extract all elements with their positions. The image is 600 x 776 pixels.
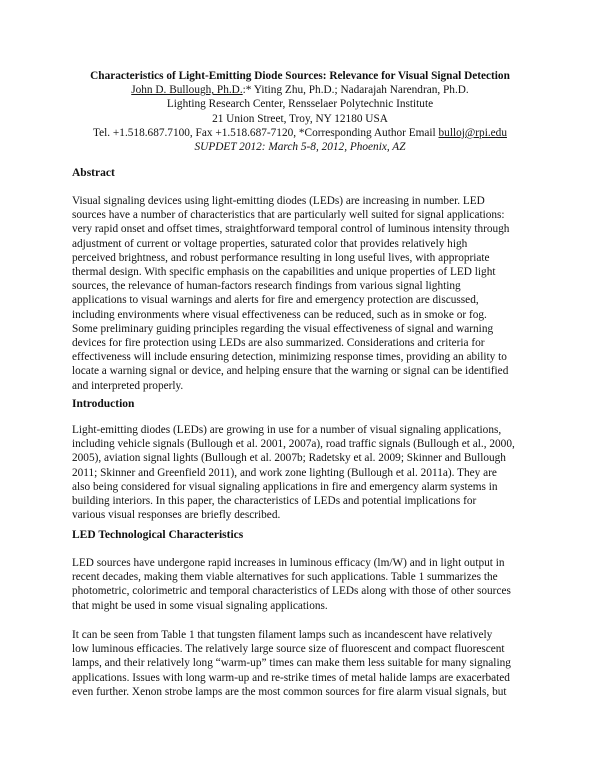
text-line: including environments where visual effectiveness can be reduced, such as in smoke or fog. bbox=[72, 308, 487, 321]
text-line: LED sources have undergone rapid increases in luminous efficacy (lm/W) and in light output in bbox=[72, 557, 505, 569]
text-line: photometric, colorimetric and temporal characteristics of LEDs along with those of other sources bbox=[72, 585, 511, 598]
introduction-paragraph bbox=[72, 423, 530, 522]
text-line: recent decades, making them viable alternatives for such applications. Table 1 summarizes the bbox=[72, 571, 498, 584]
text-line: Visual signaling devices using light-emitting diodes (LEDs) are increasing in number. LED bbox=[72, 195, 485, 207]
text-line: perceived brightness, and robust performance resulting in long useful lives, with appropriate bbox=[72, 251, 490, 264]
text-line: adjustment of current or voltage properties, saturated color that provides relatively high bbox=[72, 237, 468, 250]
text-line: also being considered for visual signaling applications in fire and emergency alarm systems in bbox=[72, 480, 498, 493]
abstract-paragraph bbox=[72, 194, 530, 393]
abstract-heading: Abstract bbox=[72, 167, 115, 179]
text-line: 2011; Skinner and Greenfield 2011), and work zone lighting (Bullough et al. 2011a). They are bbox=[72, 466, 497, 479]
text-line: very rapid onset and offset times, straightforward temporal control of luminous intensity through bbox=[72, 223, 510, 236]
paper-title: Characteristics of Light-Emitting Diode Sources: Relevance for Visual Signal Detection bbox=[90, 70, 510, 82]
text-line: sources, the relevance of human-factors research findings from various signal lighting bbox=[72, 280, 461, 293]
paper-header bbox=[60, 69, 540, 154]
led-heading: LED Technological Characteristics bbox=[72, 529, 244, 541]
text-line: low luminous efficacies. The relatively large source size of fluorescent and compact fluorescent bbox=[72, 643, 505, 656]
led-paragraph-1 bbox=[72, 556, 530, 613]
text-line: applications. Issues with long warm-up and re-strike times of metal halide lamps are exacerbated bbox=[72, 671, 510, 684]
text-line: including vehicle signals (Bullough et al. 2001, 2007a), road traffic signals (Bullough et al., 2000, bbox=[72, 438, 515, 451]
text-line: thermal design. With specific emphasis on the capabilities and unique properties of LED light bbox=[72, 266, 496, 279]
text-line: devices for fire protection using LEDs are also summarized. Considerations and criteria for bbox=[72, 337, 485, 350]
text-line: applications to visual warnings and alerts for fire and emergency protection are discussed, bbox=[72, 294, 479, 307]
email-link[interactable]: bulloj@rpi.edu bbox=[438, 126, 507, 139]
other-authors: :* Yiting Zhu, Ph.D.; Nadarajah Narendran, Ph.D. bbox=[242, 84, 469, 97]
text-line: that might be used in some visual signaling applications. bbox=[72, 599, 328, 612]
led-paragraph-2 bbox=[72, 628, 530, 699]
text-line: lamps, and their relatively long “warm-up” times can make them less suitable for many signaling bbox=[72, 657, 511, 670]
text-line: 2005), aviation signal lights (Bullough et al. 2007b; Radetsky et al. 2009; Skinner and Bullough bbox=[72, 452, 506, 465]
contact-prefix: Tel. +1.518.687.7100, Fax +1.518.687-7120, *Corresponding Author Email bbox=[93, 126, 439, 139]
text-line: various visual responses are briefly described. bbox=[72, 509, 281, 522]
text-line: sources have a number of characteristics that are particularly well suited for signal applications: bbox=[72, 209, 505, 222]
text-line: building interiors. In this paper, the characteristics of LEDs and potential implications for bbox=[72, 495, 477, 508]
text-line: and interpreted properly. bbox=[72, 379, 184, 392]
contact-line bbox=[60, 126, 540, 140]
address: 21 Union Street, Troy, NY 12180 USA bbox=[212, 112, 388, 125]
text-line: effectiveness will include ensuring detection, minimizing response times, providing an ability to bbox=[72, 351, 507, 364]
affiliation: Lighting Research Center, Rensselaer Polytechnic Institute bbox=[166, 98, 434, 111]
author-line bbox=[60, 83, 540, 97]
text-line: locate a warning signal or device, and helping ensure that the warning or signal can be identified bbox=[72, 365, 509, 378]
conference-line: SUPDET 2012: March 5-8, 2012, Phoenix, AZ bbox=[194, 141, 406, 154]
primary-author-link[interactable]: John D. Bullough, Ph.D. bbox=[131, 84, 243, 97]
text-line: It can be seen from Table 1 that tungsten filament lamps such as incandescent have relatively bbox=[72, 629, 493, 641]
text-line: Light-emitting diodes (LEDs) are growing in use for a number of visual signaling applications, bbox=[72, 424, 502, 436]
text-line: even further. Xenon strobe lamps are the most common sources for fire alarm visual signals, but bbox=[72, 685, 507, 698]
introduction-heading: Introduction bbox=[72, 398, 135, 410]
text-line: Some preliminary guiding principles regarding the visual effectiveness of signal and warning bbox=[72, 322, 494, 335]
